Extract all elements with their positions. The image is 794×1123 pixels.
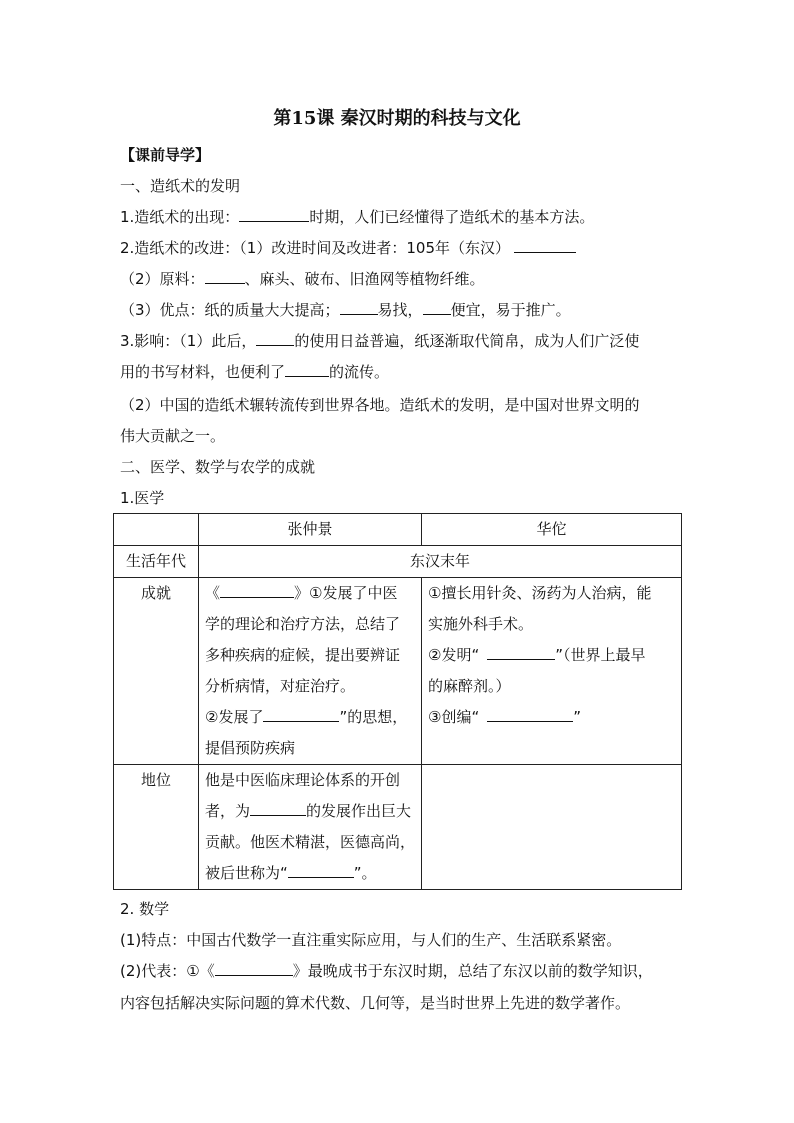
papermaking-origin-line [120,207,594,227]
answer-blank[interactable] [514,238,576,253]
row-label-achievement: 成就 [114,578,199,765]
text-line: 提倡预防疾病 [205,739,296,757]
text: 《 [205,584,221,602]
hua-position-cell [422,765,682,890]
text-line: 学的理论和治疗方法，总结了 [205,615,401,633]
answer-blank[interactable] [487,707,573,722]
answer-blank[interactable] [239,207,309,222]
answer-blank[interactable] [215,961,293,976]
era-cell: 东汉末年 [199,546,682,578]
answer-blank[interactable] [487,645,555,660]
text-line: ①擅长用针灸、汤药为人治病，能 [428,584,652,602]
text: ②发展了 [205,708,264,726]
text-line: 分析病情，对症治疗。 [205,677,356,695]
medicine-label: 1.医学 [120,489,165,507]
text-line: 贡献。他医术精湛，医德高尚， [205,833,416,851]
answer-blank[interactable] [340,300,378,315]
text: ”（世界上最早 [555,646,646,664]
text: 时期，人们已经懂得了造纸术的基本方法。 [309,208,595,226]
hua-achievement-cell [422,578,682,765]
text: 、麻头、破布、旧渔网等植物纤维。 [244,270,485,288]
papermaking-improvement-line [120,238,576,258]
text: 者，为 [205,802,251,820]
text: 的发展作出巨大 [306,802,412,820]
answer-blank[interactable] [288,863,354,878]
table-cell-empty [114,514,199,546]
papermaking-impact-line-1 [120,331,639,351]
row-label-position: 地位 [114,765,199,890]
heading-papermaking: 一、造纸术的发明 [120,177,241,195]
text-line: 他是中医临床理论体系的开创 [205,771,401,789]
text-line: 多种疾病的症候，提出要辨证 [205,646,401,664]
text: 被后世称为“ [205,864,288,882]
papermaking-advantage-line [120,300,571,320]
table-header-zhang: 张仲景 [199,514,422,546]
text: （2）原料： [120,270,205,288]
text: 》最晚成书于东汉时期，总结了东汉以前的数学知识， [292,962,653,980]
math-feature-line: (1)特点：中国古代数学一直注重实际应用，与人们的生产、生活联系紧密。 [120,931,622,949]
heading-science: 二、医学、数学与农学的成就 [120,458,316,476]
section-pre-study: 【课前导学】 [120,146,211,164]
answer-blank[interactable] [220,583,294,598]
table-row [114,546,682,578]
page-title: 第15课 秦汉时期的科技与文化 [273,108,521,129]
math-representative-line [120,961,653,981]
table-row [114,578,682,765]
text: 的使用日益普遍，纸逐渐取代简帛，成为人们广泛使 [294,332,640,350]
papermaking-impact-line-4: 伟大贡献之一。 [120,427,226,445]
text: 3.影响：（1）此后， [120,332,257,350]
text-line [205,702,415,733]
text: 易找， [377,301,423,319]
zhang-achievement-cell [199,578,422,765]
answer-blank[interactable] [256,331,294,346]
answer-blank[interactable] [423,300,451,315]
answer-blank[interactable] [205,269,245,284]
text-line [428,702,675,733]
table-row [114,765,682,890]
medicine-table [113,513,682,890]
table-header-hua: 华佗 [422,514,682,546]
text: ②发明“ [428,646,480,664]
answer-blank[interactable] [250,801,306,816]
papermaking-material-line [120,269,485,289]
text: 便宜，易于推广。 [450,301,571,319]
table-row [114,514,682,546]
text-line [428,640,675,671]
text: 用的书写材料，也便利了 [120,363,286,381]
text-line: 的麻醉剂。） [428,677,511,695]
text: 2.造纸术的改进：（1）改进时间及改进者：105年（东汉） [120,239,510,257]
text-line [205,578,415,609]
papermaking-impact-line-3: （2）中国的造纸术辗转流传到世界各地。造纸术的发明，是中国对世界文明的 [120,396,640,414]
text: ”的思想， [339,708,408,726]
text: ③创编“ [428,708,480,726]
papermaking-impact-line-2 [120,362,389,382]
answer-blank[interactable] [263,707,339,722]
text: 1.造纸术的出现： [120,208,240,226]
text: 的流传。 [329,363,390,381]
text-line [205,858,415,889]
text: ”。 [353,864,377,882]
text-line [205,796,415,827]
math-content-line: 内容包括解决实际问题的算术代数、几何等，是当时世界上先进的数学著作。 [120,994,631,1012]
row-label-era: 生活年代 [114,546,199,578]
text: （3）优点：纸的质量大大提高； [120,301,340,319]
text: ” [573,708,581,726]
text: (2)代表：①《 [120,962,215,980]
text: 》①发展了中医 [294,584,398,602]
text-line: 实施外科手术。 [428,615,534,633]
math-label: 2. 数学 [120,900,170,918]
zhang-position-cell [199,765,422,890]
answer-blank[interactable] [285,362,329,377]
